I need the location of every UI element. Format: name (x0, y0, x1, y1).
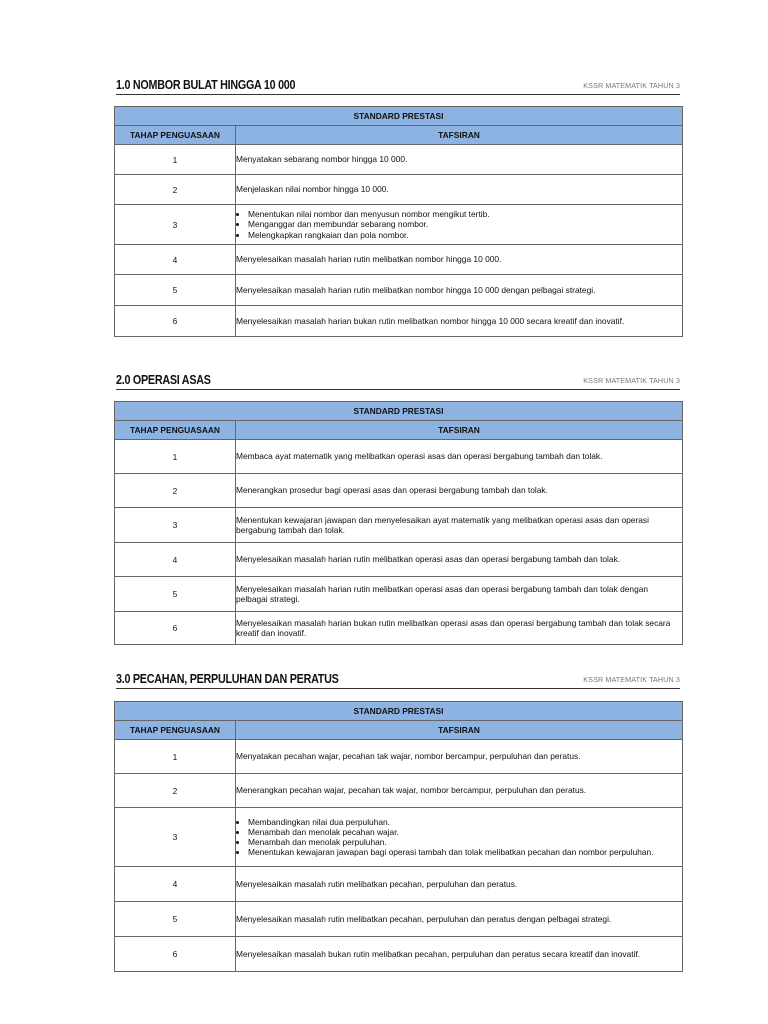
section-3 (0, 672, 768, 959)
level-cell: 4 (115, 543, 236, 577)
description-cell: Membaca ayat matematik yang melibatkan operasi asas dan operasi bergabung tambah dan tolak. (236, 440, 683, 474)
bullet-item: • Menganggar dan membundar sebarang nombor. (248, 219, 682, 229)
level-cell: 5 (115, 275, 236, 306)
table-row (115, 808, 683, 867)
table-row (115, 474, 683, 508)
bullet-list (236, 817, 682, 858)
description-cell: Menyelesaikan masalah harian bukan rutin melibatkan nombor hingga 10 000 secara kreatif dan inovatif. (236, 306, 683, 337)
table-row (115, 937, 683, 972)
bullet-item: • Menambah dan menolak perpuluhan. (248, 837, 682, 847)
table-title: STANDARD PRESTASI (115, 402, 683, 421)
description-cell: Menyelesaikan masalah rutin melibatkan pecahan, perpuluhan dan peratus dengan pelbagai strategi. (236, 902, 683, 937)
level-cell: 4 (115, 245, 236, 275)
table-row (115, 508, 683, 543)
level-cell: 2 (115, 774, 236, 808)
table-row (115, 902, 683, 937)
description-cell: Menyelesaikan masalah harian rutin melibatkan operasi asas dan operasi bergabung tambah dan tolak dengan pelbagai strategi. (236, 577, 683, 612)
level-cell: 6 (115, 306, 236, 337)
table-row (115, 577, 683, 612)
description-cell: Menerangkan prosedur bagi operasi asas dan operasi bergabung tambah dan tolak. (236, 474, 683, 508)
table-title: STANDARD PRESTASI (115, 107, 683, 126)
header-rule (116, 389, 680, 390)
table-row (115, 774, 683, 808)
description-cell: Menyatakan sebarang nombor hingga 10 000. (236, 145, 683, 175)
column-header-description: TAFSIRAN (236, 721, 683, 740)
description-cell: Menyelesaikan masalah harian bukan rutin melibatkan operasi asas dan operasi bergabung tambah dan tolak secara kreatif dan inovatif. (236, 612, 683, 645)
description-cell: Menyelesaikan masalah rutin melibatkan pecahan, perpuluhan dan peratus. (236, 867, 683, 902)
bullet-item: • Membandingkan nilai dua perpuluhan. (248, 817, 682, 827)
table-row (115, 306, 683, 337)
table-row (115, 175, 683, 205)
level-cell: 3 (115, 808, 236, 867)
bullet-item: • Menentukan kewajaran jawapan bagi operasi tambah dan tolak melibatkan pecahan dan nombor perpuluhan. (248, 847, 682, 857)
document-header-label: KSSR MATEMATIK TAHUN 3 (583, 376, 680, 385)
table-row (115, 275, 683, 306)
description-cell: Menyelesaikan masalah bukan rutin melibatkan pecahan, perpuluhan dan peratus secara kreatif dan inovatif. (236, 937, 683, 972)
section-1 (0, 78, 768, 326)
header-rule (116, 688, 680, 689)
table-row (115, 440, 683, 474)
table-row (115, 740, 683, 774)
section-header (0, 672, 768, 692)
bullet-list (236, 209, 682, 240)
description-cell (236, 808, 683, 867)
column-header-description: TAFSIRAN (236, 126, 683, 145)
level-cell: 1 (115, 145, 236, 175)
description-cell: Menyelesaikan masalah harian rutin melibatkan nombor hingga 10 000. (236, 245, 683, 275)
column-header-level: TAHAP PENGUASAAN (115, 421, 236, 440)
table-row (115, 867, 683, 902)
description-cell: Menentukan kewajaran jawapan dan menyelesaikan ayat matematik yang melibatkan operasi asas dan operasi bergabung tambah dan tolak. (236, 508, 683, 543)
column-header-description: TAFSIRAN (236, 421, 683, 440)
section-2 (0, 373, 768, 638)
column-header-level: TAHAP PENGUASAAN (115, 721, 236, 740)
level-cell: 1 (115, 740, 236, 774)
document-header-label: KSSR MATEMATIK TAHUN 3 (583, 81, 680, 90)
bullet-item: • Menambah dan menolak pecahan wajar. (248, 827, 682, 837)
description-cell: Menjelaskan nilai nombor hingga 10 000. (236, 175, 683, 205)
table-row (115, 612, 683, 645)
section-header (0, 78, 768, 98)
level-cell: 6 (115, 612, 236, 645)
description-cell (236, 205, 683, 245)
standard-prestasi-table (114, 106, 683, 337)
table-row (115, 543, 683, 577)
level-cell: 1 (115, 440, 236, 474)
document-header-label: KSSR MATEMATIK TAHUN 3 (583, 675, 680, 684)
level-cell: 6 (115, 937, 236, 972)
level-cell: 2 (115, 175, 236, 205)
level-cell: 3 (115, 508, 236, 543)
standard-prestasi-table (114, 701, 683, 972)
standard-prestasi-table (114, 401, 683, 645)
level-cell: 2 (115, 474, 236, 508)
description-cell: Menerangkan pecahan wajar, pecahan tak wajar, nombor bercampur, perpuluhan dan peratus. (236, 774, 683, 808)
section-title: 2.0 OPERASI ASAS (116, 373, 211, 387)
level-cell: 3 (115, 205, 236, 245)
table-row (115, 145, 683, 175)
bullet-item: • Menentukan nilai nombor dan menyusun nombor mengikut tertib. (248, 209, 682, 219)
table-row (115, 245, 683, 275)
description-cell: Menyelesaikan masalah harian rutin melibatkan operasi asas dan operasi bergabung tambah dan tolak. (236, 543, 683, 577)
header-rule (116, 94, 680, 95)
description-cell: Menyelesaikan masalah harian rutin melibatkan nombor hingga 10 000 dengan pelbagai strategi. (236, 275, 683, 306)
table-row (115, 205, 683, 245)
description-cell: Menyatakan pecahan wajar, pecahan tak wajar, nombor bercampur, perpuluhan dan peratus. (236, 740, 683, 774)
level-cell: 4 (115, 867, 236, 902)
section-header (0, 373, 768, 393)
section-title: 1.0 NOMBOR BULAT HINGGA 10 000 (116, 78, 296, 92)
level-cell: 5 (115, 902, 236, 937)
level-cell: 5 (115, 577, 236, 612)
section-title: 3.0 PECAHAN, PERPULUHAN DAN PERATUS (116, 672, 339, 686)
bullet-item: • Melengkapkan rangkaian dan pola nombor. (248, 230, 682, 240)
column-header-level: TAHAP PENGUASAAN (115, 126, 236, 145)
table-title: STANDARD PRESTASI (115, 702, 683, 721)
